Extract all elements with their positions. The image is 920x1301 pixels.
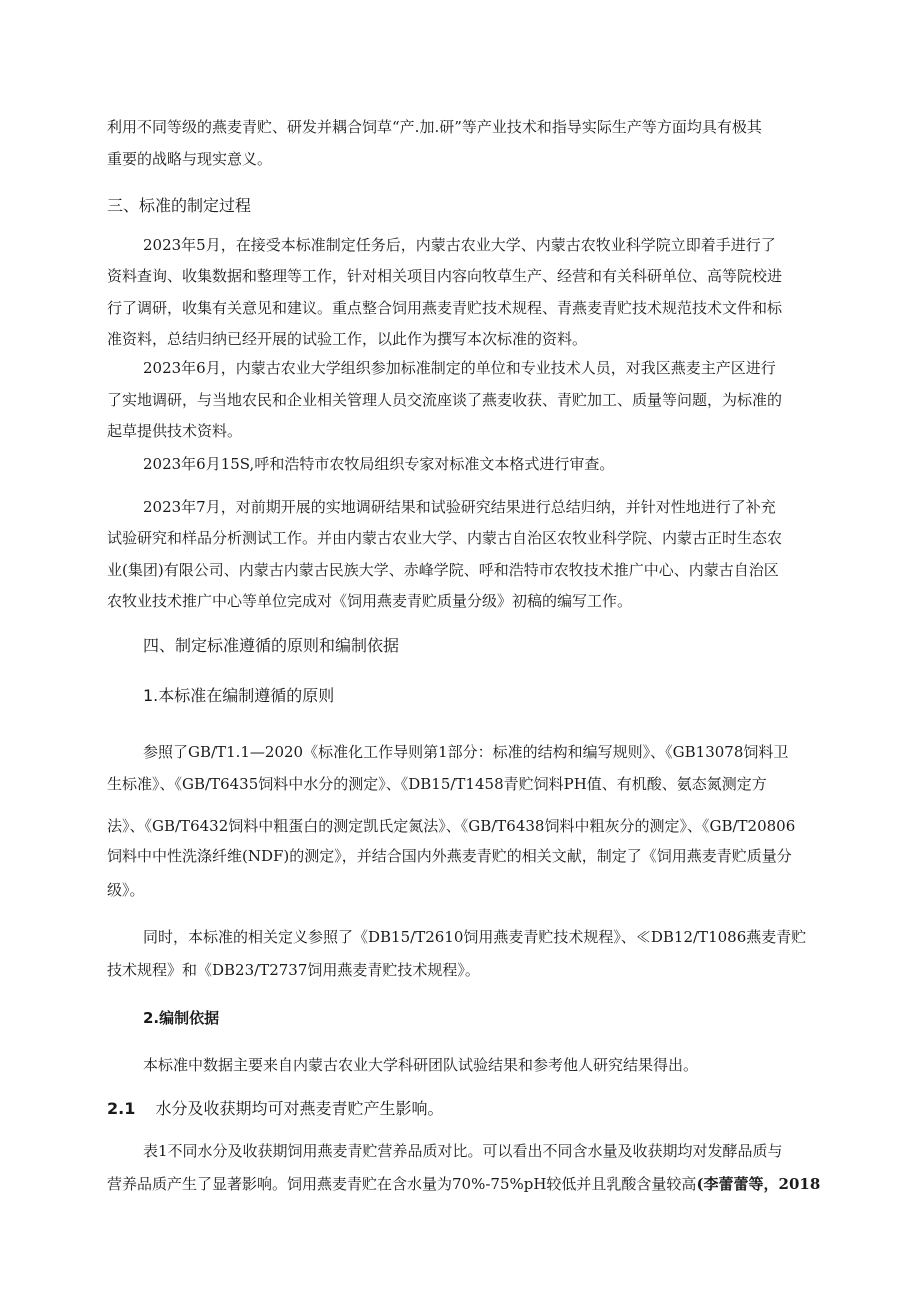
paragraph-line: 2023年7月，对前期开展的实地调研结果和试验研究结果进行总结归纳，并针对性地进行了补充 [143, 498, 776, 516]
paragraph-line: 本标准中数据主要来自内蒙古农业大学科研团队试验结果和参考他人研究结果得出。 [143, 1056, 699, 1074]
paragraph-line: 了实地调研，与当地农民和企业相关管理人员交流座谈了燕麦收获、青贮加工、质量等问题，为标准的 [107, 391, 783, 409]
subsection-number: 2.1 [107, 1099, 136, 1118]
section-heading: 四、制定标准遵循的原则和编制依据 [143, 636, 400, 655]
paragraph-line [107, 1174, 820, 1194]
paragraph-line: 饲料中中性洗涤纤维(NDF)的测定》，并结合国内外燕麦青贮的相关文献，制定了《饲用燕麦青贮质量分 [107, 847, 792, 865]
paragraph-line: 行了调研，收集有关意见和建议。重点整合饲用燕麦青贮技术规程、青燕麦青贮技术规范技术文件和标 [107, 299, 783, 317]
paragraph-line: 技术规程》和《DB23/T2737饲用燕麦青贮技术规程》。 [107, 961, 480, 979]
subsection-heading [107, 1099, 444, 1119]
section-heading: 三、标准的制定过程 [107, 196, 252, 215]
paragraph-line: 2023年6月15S,呼和浩特市农牧局组织专家对标准文本格式进行审查。 [143, 455, 615, 473]
subsection-heading: 1.本标准在编制遵循的原则 [143, 686, 335, 705]
subsection-title: 水分及收获期均可对燕麦青贮产生影响。 [155, 1099, 444, 1118]
paragraph-line: 参照了GB/T1.1—2020《标准化工作导则第1部分：标准的结构和编写规则》、《GB13078饲料卫 [143, 743, 789, 761]
intro-line: 利用不同等级的燕麦青贮、研发并耦合饲草“产.加.研”等产业技术和指导实际生产等方面均具有极其 [107, 118, 762, 136]
intro-line: 重要的战略与现实意义。 [107, 150, 273, 168]
paragraph-text: 营养品质产生了显著影响。饲用燕麦青贮在含水量为70%-75%pH较低并且乳酸含量较高 [107, 1175, 697, 1193]
paragraph-line: 2023年5月，在接受本标准制定任务后，内蒙古农业大学、内蒙古农牧业科学院立即着手进行了 [143, 236, 776, 254]
paragraph-line: 准资料，总结归纳已经开展的试验工作，以此作为撰写本次标准的资料。 [107, 330, 588, 348]
paragraph-line: 表1不同水分及收获期饲用燕麦青贮营养品质对比。可以看出不同含水量及收获期均对发酵品质与 [143, 1142, 783, 1160]
paragraph-line: 2023年6月，内蒙古农业大学组织参加标准制定的单位和专业技术人员，对我区燕麦主产区进行 [143, 359, 776, 377]
paragraph-line: 同时，本标准的相关定义参照了《DB15/T2610饲用燕麦青贮技术规程》、≪DB12/T1086燕麦青贮 [143, 928, 807, 946]
paragraph-line: 试验研究和样品分析测试工作。并由内蒙古农业大学、内蒙古自治区农牧业科学院、内蒙古正时生态农 [107, 529, 783, 547]
paragraph-line: 生标准》、《GB/T6435饲料中水分的测定》、《DB15/T1458青贮饲料PH值、有机酸、氨态氮测定方 [107, 775, 767, 793]
paragraph-line: 业(集团)有限公司、内蒙古内蒙古民族大学、赤峰学院、呼和浩特市农牧技术推广中心、内蒙古自治区 [107, 561, 779, 579]
paragraph-line: 资料查询、收集数据和整理等工作，针对相关项目内容向牧草生产、经营和有关科研单位、高等院校进 [107, 267, 783, 285]
paragraph-line: 级》。 [107, 881, 145, 899]
paragraph-line: 法》、《GB/T6432饲料中粗蛋白的测定凯氏定氮法》、《GB/T6438饲料中粗灰分的测定》、《GB/T20806 [107, 817, 796, 835]
citation: (李蕾蕾等，2018 [696, 1175, 821, 1193]
paragraph-line: 农牧业技术推广中心等单位完成对《饲用燕麦青贮质量分级》初稿的编写工作。 [107, 592, 633, 610]
paragraph-line: 起草提供技术资料。 [107, 422, 243, 440]
subsection-heading: 2.编制依据 [143, 1009, 220, 1027]
